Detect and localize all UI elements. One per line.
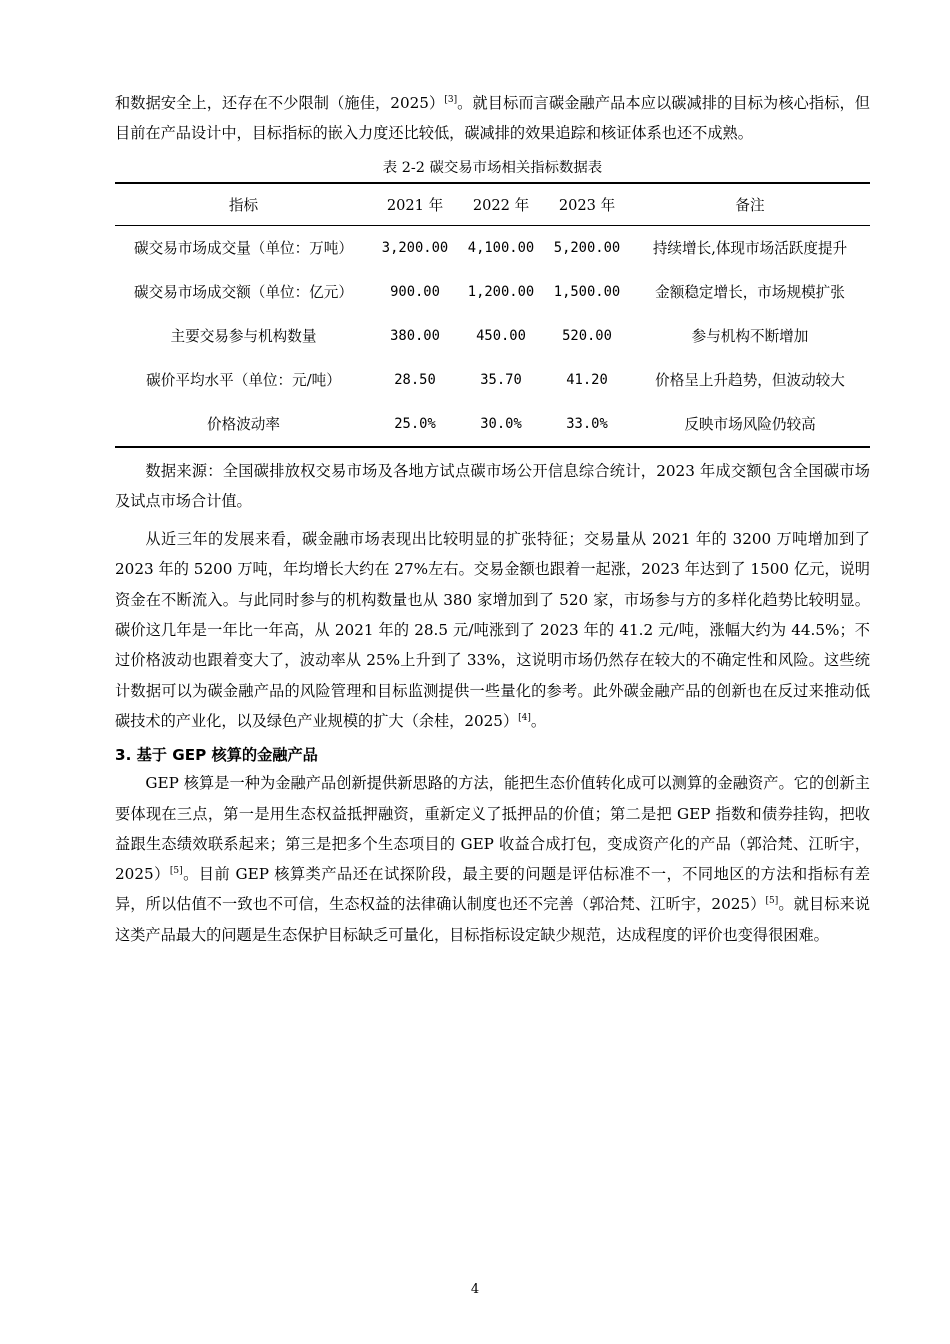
cell-note: 参与机构不断增加 [691, 328, 809, 346]
header-indicator: 指标 [228, 196, 259, 214]
cell-2021: 900.00 [390, 283, 440, 300]
cell-note: 反映市场风险仍较高 [684, 416, 816, 434]
cell-2022: 1,200.00 [467, 283, 535, 300]
cell-2023: 5,200.00 [553, 239, 621, 256]
document-page [115, 0, 870, 950]
citation-ref: [3] [444, 95, 458, 105]
header-note: 备注 [735, 196, 765, 214]
cell-2023: 520.00 [562, 327, 612, 344]
table-header-row [115, 183, 870, 226]
cell-2021: 25.0% [394, 415, 436, 432]
table-row [115, 402, 870, 447]
cell-2023: 1,500.00 [553, 283, 621, 300]
cell-2023: 41.20 [566, 371, 608, 388]
cell-2022: 35.70 [480, 371, 522, 388]
cell-note: 金额稳定增长，市场规模扩张 [655, 284, 845, 302]
paragraph-text: 。 [530, 711, 547, 730]
paragraph-market-analysis [115, 524, 870, 736]
paragraph-text: 。目前 GEP 核算类产品还在试探阶段，最主要的问题是评估标准不一，不同地区的方法和指标有差异，所以估值不一致也不可信，生态权益的法律确认制度也还不完善（郭洽梵、江昕宇，2025） [115, 865, 871, 914]
cell-indicator: 碳交易市场成交量（单位：万吨） [134, 240, 353, 258]
cell-2022: 450.00 [476, 327, 526, 344]
citation-ref: [5] [169, 866, 183, 877]
cell-2021: 3,200.00 [381, 239, 449, 256]
cell-indicator: 价格波动率 [207, 416, 280, 434]
section-heading: 3. 基于 GEP 核算的金融产品 [115, 746, 318, 765]
table-row [115, 358, 870, 402]
cell-indicator: 碳价平均水平（单位：元/吨） [146, 372, 341, 390]
table-row [115, 225, 870, 270]
cell-2022: 30.0% [480, 415, 522, 432]
paragraph-text: 和数据安全上，还存在不少限制（施佳，2025） [115, 94, 445, 112]
cell-2023: 33.0% [566, 415, 608, 432]
header-2023: 2023 年 [558, 196, 616, 214]
cell-2021: 28.50 [394, 371, 436, 388]
page-number: 4 [470, 1282, 480, 1297]
cell-2021: 380.00 [390, 327, 440, 344]
cell-indicator: 碳交易市场成交额（单位：亿元） [134, 284, 353, 302]
paragraph-gep [115, 768, 870, 950]
citation-ref: [4] [518, 712, 531, 723]
paragraph-carbon-products-limits [115, 88, 870, 149]
header-2021: 2021 年 [386, 196, 444, 214]
paragraph-text: 。就目标而言碳金融产品本应以碳减排的目标为核心指标，但目前在产品设计中，目标指标的嵌入力度还比较低，碳减排的效果追踪和核证体系也还不成熟。 [115, 94, 870, 143]
carbon-market-table [115, 182, 870, 448]
cell-note: 价格呈上升趋势，但波动较大 [655, 372, 845, 390]
cell-note: 持续增长,体现市场活跃度提升 [652, 240, 848, 258]
data-source-note: 数据来源：全国碳排放权交易市场及各地方试点碳市场公开信息综合统计，2023 年成交额包含全国碳市场及试点市场合计值。 [115, 461, 870, 510]
table-row [115, 314, 870, 358]
paragraph-text: 从近三年的发展来看，碳金融市场表现出比较明显的扩张特征；交易量从 2021 年的 3200 万吨增加到了 2023 年的 5200 万吨，年均增长大约在 27%左右。交易金额也跟着一起涨，2023 年达到了 1500 亿元，说明资金在不断流入。与此同时参与的机构数量也从 380 家增加到了 520 家，市场参与方的多样化趋势比较明显。碳价这几年是一年比一年高，从 2021 年的 28.5 元/吨涨到了 2023 年的 41.2 元/吨，涨幅大约为 44.5%；不过价格波动也跟着变大了，波动率从 25%上升到了 33%，这说明市场仍然存在较大的不确定性和风险。这些统计数据可以为碳金融产品的风险管理和目标监测提供一些量化的参考。此外碳金融产品的创新也在反过来推动低碳技术的产业化，以及绿色产业规模的扩大（余桂，2025） [115, 530, 870, 730]
header-2022: 2022 年 [472, 196, 530, 214]
table-row [115, 270, 870, 314]
table-caption: 表 2-2 碳交易市场相关指标数据表 [382, 159, 603, 176]
paragraph-text: 。就目标来说这类产品最大的问题是生态保护目标缺乏可量化，目标指标设定缺少规范，达成程度的评价也变得很困难。 [115, 895, 871, 944]
paragraph-text: GEP 核算是一种为金融产品创新提供新思路的方法，能把生态价值转化成可以测算的金融资产。它的创新主要体现在三点，第一是用生态权益抵押融资，重新定义了抵押品的价值；第二是把 GEP 指数和债券挂钩，把收益跟生态绩效联系起来；第三是把多个生态项目的 GEP 收益合成打包，变成资产化的产品（郭洽梵、江昕宇，2025） [115, 774, 870, 884]
cell-2022: 4,100.00 [467, 239, 535, 256]
cell-indicator: 主要交易参与机构数量 [170, 328, 317, 346]
citation-ref: [5] [765, 896, 779, 907]
